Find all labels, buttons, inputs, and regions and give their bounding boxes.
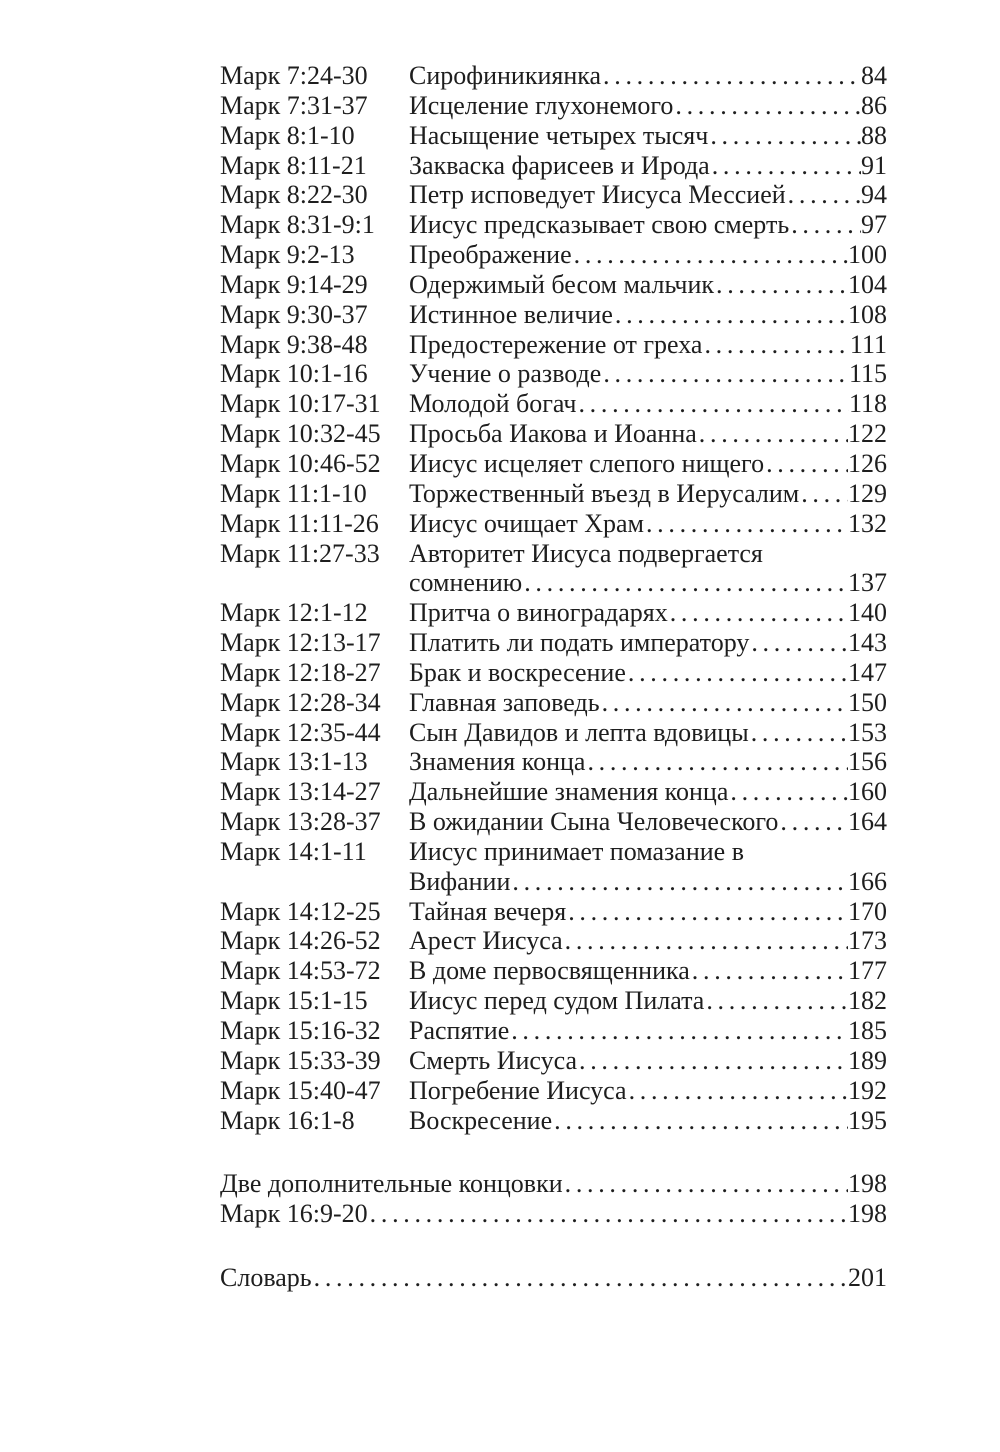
toc-entry-body [220, 1263, 887, 1293]
toc-entry [220, 598, 887, 628]
toc-entry-line [409, 747, 887, 777]
toc-entry-line [409, 151, 887, 181]
toc-entry-line [409, 1046, 887, 1076]
toc-entry-title: Просьба Иакова и Иоанна [409, 419, 697, 449]
toc-entry [220, 509, 887, 539]
toc-entry-body [409, 151, 887, 181]
toc-entry-reference: Марк 8:22-30 [220, 180, 368, 210]
toc-entry-title: Две дополнительные концовки [220, 1169, 563, 1199]
dot-leader [749, 718, 848, 748]
toc-page-number: 111 [849, 329, 887, 359]
toc-entry-body [409, 718, 887, 748]
toc-entry-reference: Марк 14:12-25 [220, 896, 381, 926]
toc-entry-title: В ожидании Сына Человеческого [409, 807, 779, 837]
toc-entry-body [220, 1199, 887, 1229]
toc-entry [220, 539, 887, 599]
toc-entry-title: Вифании [409, 866, 511, 896]
dot-leader [710, 151, 861, 181]
toc-entry-body [409, 986, 887, 1016]
toc-entry [220, 718, 887, 748]
toc-entry-reference: Марк 12:35-44 [220, 717, 381, 747]
dot-leader [601, 359, 849, 389]
toc-entry-line [220, 1169, 887, 1199]
dot-leader [563, 926, 848, 956]
toc-entry [220, 747, 887, 777]
toc-entry-reference: Марк 15:33-39 [220, 1045, 381, 1075]
toc-entry-reference: Марк 8:1-10 [220, 120, 355, 150]
toc-entry-line [409, 986, 887, 1016]
toc-entry [220, 479, 887, 509]
toc-page-number: 195 [848, 1105, 887, 1135]
toc-page-number: 118 [848, 389, 887, 419]
dot-leader [510, 867, 848, 897]
toc-entry-line [409, 121, 887, 151]
toc-entry [220, 121, 887, 151]
toc-entry-body [409, 449, 887, 479]
toc-entry-title: Истинное величие [409, 299, 613, 329]
toc-entry-title: Смерть Иисуса [409, 1045, 577, 1075]
toc-entry-line [409, 330, 887, 360]
toc-entry-title: Насыщение четырех тысяч [409, 120, 709, 150]
toc-entry-title: Марк 16:9-20 [220, 1199, 368, 1229]
toc-entry-line [409, 658, 887, 688]
toc-entry-line [409, 598, 887, 628]
toc-entry [220, 1016, 887, 1046]
toc-entry-title: Притча о виноградарях [409, 598, 668, 628]
toc-entry-line [409, 867, 887, 897]
toc-entry-body [409, 1016, 887, 1046]
toc-page-number: 115 [848, 359, 887, 389]
toc-entry-reference: Марк 15:1-15 [220, 986, 368, 1016]
toc-entry-reference: Марк 10:17-31 [220, 389, 381, 419]
toc-entry-reference: Марк 14:53-72 [220, 956, 381, 986]
toc-entry-reference: Марк 11:11-26 [220, 508, 379, 538]
toc-entry-line [409, 270, 887, 300]
dot-leader [627, 1076, 848, 1106]
toc-entry [220, 688, 887, 718]
toc-entry-body [409, 1046, 887, 1076]
toc-entry-line [409, 419, 887, 449]
toc-entry [220, 151, 887, 181]
toc-page-number: 189 [848, 1045, 887, 1075]
toc-entry-title: В доме первосвященника [409, 956, 690, 986]
toc-page-number: 84 [861, 61, 887, 90]
toc-entry-title: Словарь [220, 1263, 312, 1293]
toc-page-number: 185 [848, 1016, 887, 1045]
toc-extra-section [220, 1169, 887, 1229]
toc-glossary-section [220, 1263, 887, 1293]
dot-leader [626, 658, 848, 688]
toc-page-number: 91 [861, 150, 887, 180]
toc-entry-reference: Марк 14:1-11 [220, 836, 367, 866]
toc-entry-body [409, 91, 887, 121]
toc-entry-body [409, 419, 887, 449]
toc-page-number: 156 [848, 747, 887, 777]
toc-entry-body [409, 1076, 887, 1106]
toc-entry-reference: Марк 16:1-8 [220, 1105, 355, 1135]
toc-entry-title: Платить ли подать императору [409, 628, 750, 658]
toc-page-number: 192 [848, 1075, 887, 1105]
toc-entry-title: сомнению [409, 568, 523, 598]
dot-leader [673, 91, 861, 121]
toc-entry-title: Распятие [409, 1016, 510, 1045]
dot-leader [566, 897, 848, 927]
toc-entry-body [409, 240, 887, 270]
toc-entry-title: Погребение Иисуса [409, 1075, 627, 1105]
toc-page-number: 198 [848, 1199, 887, 1229]
dot-leader [778, 807, 848, 837]
toc-page-number: 97 [861, 210, 887, 240]
toc-entry-body [409, 688, 887, 718]
toc-entry-reference: Марк 9:30-37 [220, 299, 368, 329]
toc-entry-title: Молодой богач [409, 389, 577, 419]
toc-entry-body [409, 210, 887, 240]
toc-entry-line [409, 1016, 887, 1046]
dot-leader [601, 61, 861, 91]
toc-entry-body [409, 926, 887, 956]
toc-entry-reference: Марк 13:14-27 [220, 777, 381, 807]
toc-entry-title: Одержимый бесом мальчик [409, 269, 715, 299]
toc-entry-reference: Марк 12:1-12 [220, 598, 368, 628]
toc-page-number: 153 [848, 717, 887, 747]
toc-entry-title: Исцеление глухонемого [409, 90, 674, 120]
dot-leader [572, 240, 848, 270]
toc-entry-body [409, 658, 887, 688]
toc-entry [220, 777, 887, 807]
toc-entry-body [409, 509, 887, 539]
dot-leader [576, 389, 848, 419]
dot-leader [708, 121, 861, 151]
toc-entry-line [409, 956, 887, 986]
toc-entry-title: Воскресение [409, 1105, 553, 1135]
toc-entry-title: Брак и воскресение [409, 657, 626, 687]
toc-entry-reference: Марк 13:1-13 [220, 747, 368, 777]
toc-page-number: 137 [848, 568, 887, 598]
toc-entry-body [409, 897, 887, 927]
toc-entry [220, 419, 887, 449]
toc-entry [220, 628, 887, 658]
toc-entry-reference: Марк 11:1-10 [220, 478, 367, 508]
dot-leader [577, 1046, 848, 1076]
toc-entry-reference: Марк 8:11-21 [220, 150, 367, 180]
toc-entry-body [409, 539, 887, 599]
toc-entry-reference: Марк 12:28-34 [220, 687, 381, 717]
dot-leader [799, 479, 848, 509]
toc-entry [220, 837, 887, 897]
toc-page-number: 160 [848, 777, 887, 807]
dot-leader [312, 1263, 848, 1293]
toc-entry-line [409, 1076, 887, 1106]
toc-entry [220, 300, 887, 330]
dot-leader [714, 270, 848, 300]
toc-entry-reference: Марк 7:31-37 [220, 90, 368, 120]
toc-entry-line [409, 718, 887, 748]
toc-entry-line [409, 628, 887, 658]
toc-entry-title: Закваска фарисеев и Ирода [409, 150, 710, 180]
toc-entry-body [409, 837, 887, 897]
toc-entry-title-first-line: Иисус принимает помазание в [409, 836, 744, 866]
toc-entry-title: Предостережение от греха [409, 329, 703, 359]
toc-entry-body [409, 330, 887, 360]
toc-entry-body [409, 61, 887, 91]
toc-entry-line [409, 926, 887, 956]
toc-page-number: 182 [848, 986, 887, 1016]
toc-page-number: 104 [848, 269, 887, 299]
toc-page-number: 140 [848, 598, 887, 628]
toc-entry-reference: Марк 7:24-30 [220, 61, 368, 90]
toc-entry-title: Главная заповедь [409, 687, 600, 717]
toc-page-number: 132 [848, 508, 887, 538]
dot-leader [552, 1106, 848, 1136]
toc-entry [220, 449, 887, 479]
toc-entry [220, 897, 887, 927]
toc-entry-line [409, 1106, 887, 1136]
toc-entry-line [409, 568, 887, 598]
toc-entry-line [409, 479, 887, 509]
toc-entry-body [220, 1169, 887, 1199]
section-spacer [220, 1135, 887, 1169]
toc-entry-title-first-line: Авторитет Иисуса подвергается [409, 538, 763, 568]
toc-page-number: 126 [848, 448, 887, 478]
toc-page-number: 88 [861, 120, 887, 150]
toc-entry-body [409, 777, 887, 807]
toc-entry [220, 658, 887, 688]
toc-entry-body [409, 180, 887, 210]
toc-entry-body [409, 121, 887, 151]
dot-leader [702, 330, 849, 360]
toc-entry [220, 180, 887, 210]
toc-entry-line [409, 210, 887, 240]
toc-entry-title: Преображение [409, 240, 572, 270]
toc-entry-line [409, 807, 887, 837]
dot-leader [764, 449, 848, 479]
toc-entry-line [409, 389, 887, 419]
toc-entry [220, 330, 887, 360]
toc-page-number: 100 [848, 240, 887, 270]
table-of-contents [220, 61, 887, 1293]
dot-leader [690, 956, 848, 986]
toc-entry-glossary [220, 1263, 887, 1293]
toc-entry-body [409, 389, 887, 419]
toc-entry [220, 210, 887, 240]
toc-entry-line [409, 359, 887, 389]
toc-entry-reference: Марк 13:28-37 [220, 807, 381, 837]
toc-page-number: 86 [861, 90, 887, 120]
toc-page-number: 201 [848, 1263, 887, 1293]
toc-entry [220, 986, 887, 1016]
toc-entry-title: Тайная вечеря [409, 896, 567, 926]
toc-entry-body [409, 598, 887, 628]
toc-page-number: 173 [848, 926, 887, 956]
toc-entry-line [409, 61, 887, 91]
toc-page-number: 166 [848, 866, 887, 896]
toc-entry-title: Иисус очищает Храм [409, 508, 644, 538]
dot-leader [789, 210, 861, 240]
section-spacer [220, 1229, 887, 1263]
dot-leader [368, 1199, 848, 1229]
toc-page-number: 150 [848, 687, 887, 717]
toc-page-number: 177 [848, 956, 887, 986]
dot-leader [749, 628, 848, 658]
dot-leader [600, 688, 848, 718]
toc-entry-reference: Марк 11:27-33 [220, 538, 380, 568]
toc-entry-body [409, 1106, 887, 1136]
toc-page-number: 108 [848, 299, 887, 329]
toc-page-number: 122 [848, 419, 887, 449]
toc-page-number: 198 [848, 1169, 887, 1199]
toc-entry-title: Иисус перед судом Пилата [409, 986, 705, 1016]
toc-entry [220, 61, 887, 91]
toc-entry-reference: Марк 9:38-48 [220, 329, 368, 359]
toc-entry-reference: Марк 8:31-9:1 [220, 210, 375, 240]
toc-entry [220, 1199, 887, 1229]
toc-entry-line [409, 449, 887, 479]
toc-entry-reference: Марк 12:18-27 [220, 657, 381, 687]
toc-entry-body [409, 270, 887, 300]
toc-entry-title: Сирофиникиянка [409, 61, 602, 90]
toc-entry-line [409, 240, 887, 270]
toc-entry [220, 926, 887, 956]
toc-entry-body [409, 956, 887, 986]
toc-entry-reference: Марк 10:46-52 [220, 448, 381, 478]
toc-entry [220, 270, 887, 300]
toc-page-number: 129 [848, 478, 887, 508]
toc-entry-title: Арест Иисуса [409, 926, 563, 956]
toc-entry [220, 91, 887, 121]
toc-main-section [220, 61, 887, 1135]
toc-entry-line [409, 777, 887, 807]
toc-entry-line [409, 897, 887, 927]
dot-leader [509, 1016, 848, 1046]
toc-entry-title: Иисус предсказывает свою смерть [409, 210, 790, 240]
toc-entry-title: Сын Давидов и лепта вдовицы [409, 717, 749, 747]
toc-entry-line [409, 688, 887, 718]
toc-entry-title: Учение о разводе [409, 359, 602, 389]
dot-leader [563, 1169, 848, 1199]
toc-entry-title: Торжественный въезд в Иерусалим [409, 478, 800, 508]
toc-entry-reference: Марк 9:14-29 [220, 269, 368, 299]
dot-leader [786, 180, 861, 210]
toc-entry-reference: Марк 10:32-45 [220, 419, 381, 449]
toc-entry-body [409, 747, 887, 777]
toc-entry-title: Знамения конца [409, 747, 586, 777]
toc-entry-reference: Марк 12:13-17 [220, 628, 381, 658]
toc-entry [220, 389, 887, 419]
toc-entry-reference: Марк 10:1-16 [220, 359, 368, 389]
toc-page-number: 143 [848, 628, 887, 658]
toc-entry [220, 359, 887, 389]
dot-leader [644, 509, 848, 539]
toc-page-number: 147 [848, 657, 887, 687]
toc-entry-line [409, 300, 887, 330]
dot-leader [585, 747, 848, 777]
toc-entry-title: Дальнейшие знамения конца [409, 777, 729, 807]
toc-entry-line [409, 509, 887, 539]
dot-leader [704, 986, 848, 1016]
toc-entry-reference: Марк 15:16-32 [220, 1016, 381, 1045]
toc-entry-title: Иисус исцеляет слепого нищего [409, 448, 765, 478]
dot-leader [728, 777, 848, 807]
toc-entry [220, 956, 887, 986]
toc-entry-reference: Марк 15:40-47 [220, 1075, 381, 1105]
toc-entry [220, 1076, 887, 1106]
toc-entry-body [409, 628, 887, 658]
toc-entry-body [409, 300, 887, 330]
toc-entry [220, 1169, 887, 1199]
dot-leader [613, 300, 848, 330]
toc-entry-body [409, 807, 887, 837]
dot-leader [697, 419, 848, 449]
toc-entry-line [409, 91, 887, 121]
toc-entry [220, 240, 887, 270]
toc-entry-line [220, 1199, 887, 1229]
toc-entry-line [220, 1263, 887, 1293]
toc-entry-title: Петр исповедует Иисуса Мессией [409, 180, 786, 210]
toc-entry-line [409, 180, 887, 210]
toc-entry-body [409, 479, 887, 509]
toc-page-number: 170 [848, 896, 887, 926]
dot-leader [668, 598, 848, 628]
toc-entry-body [409, 359, 887, 389]
dot-leader [522, 568, 848, 598]
toc-entry [220, 1046, 887, 1076]
toc-entry-reference: Марк 9:2-13 [220, 240, 355, 270]
toc-entry [220, 807, 887, 837]
toc-page-number: 164 [848, 807, 887, 837]
toc-entry-reference: Марк 14:26-52 [220, 926, 381, 956]
toc-entry [220, 1106, 887, 1136]
toc-page-number: 94 [861, 180, 887, 210]
